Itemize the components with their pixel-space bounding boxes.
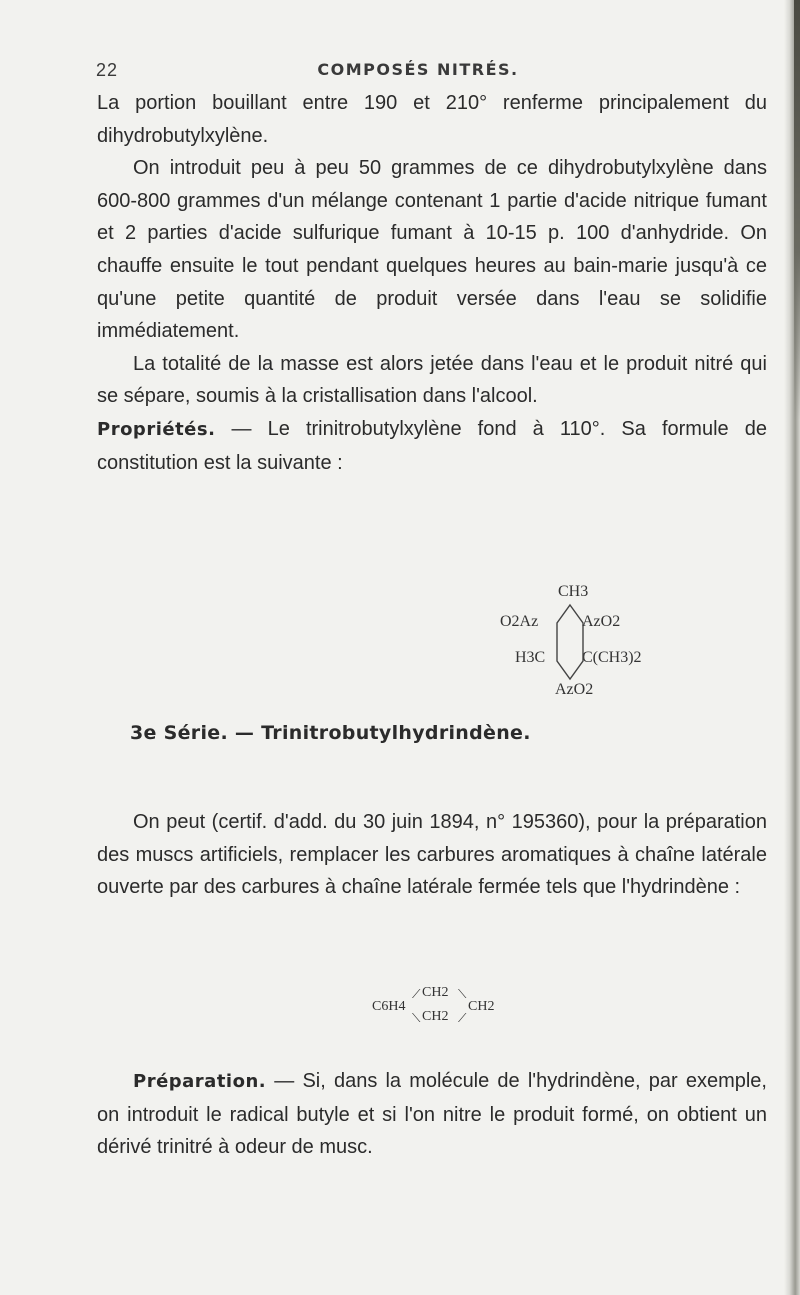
text-block-bottom	[97, 806, 767, 904]
formula2-bond-lower: ⟍	[412, 1011, 421, 1025]
formula2-bond-lower-right: ⟋	[458, 1011, 467, 1025]
paragraph-hydrindene: On peut (certif. d'add. du 30 juin 1894, n° 195360), pour la préparation des muscs artificiels, remplacer les carbures aromatiques à chaîne latérale ouverte par des carbures à chaîne latérale fermée tels que l'hydrindène :	[97, 811, 767, 899]
formula2-bond-upper-right: ⟍	[458, 987, 467, 1001]
formula2-upper: CH2	[422, 985, 449, 1000]
formula-substituent-bottom: AzO2	[555, 681, 594, 698]
formula-trinitrobutylxylene	[500, 583, 660, 708]
formula-substituent-upper-left: O2Az	[500, 613, 539, 630]
preparation-label: Préparation.	[133, 1071, 267, 1092]
benzene-ring-icon	[555, 603, 585, 681]
page-header	[96, 60, 740, 84]
preparation-text: — Si, dans la molécule de l'hydrindène, par exemple, on introduit le radical butyle et si l'on nitre le produit formé, on obtient un dérivé trinitré à odeur de musc.	[97, 1070, 767, 1159]
formula-substituent-lower-left: H3C	[515, 649, 546, 666]
proprietes-label: Propriétés.	[97, 418, 216, 440]
paragraph-nitration: On introduit peu à peu 50 grammes de ce dihydrobutylxylène dans 600-800 grammes d'un mélange contenant 1 partie d'acide nitrique fumant et 2 parties d'acide sulfurique fumant à 10-15 p. 100 d'anhydride. On chauffe ensuite le tout pendant quelques heures au bain-marie jusqu'à ce qu'une petite quantité de produit versée dans l'eau se solidifie immédiatement.	[97, 157, 767, 343]
formula-substituent-upper-right: AzO2	[582, 613, 621, 630]
page-number: 22	[96, 60, 119, 80]
formula-substituent-lower-right: C(CH3)2	[582, 649, 642, 666]
paragraph-proprietes	[97, 413, 767, 479]
formula-substituent-top: CH3	[558, 583, 589, 600]
paragraph-preparation	[97, 1065, 767, 1164]
formula2-left: C6H4	[372, 999, 406, 1014]
formula2-lower: CH2	[422, 1009, 449, 1024]
paragraph-portion: La portion bouillant entre 190 et 210° renferme principalement du dihydrobutylxylène.	[97, 92, 767, 147]
running-title: COMPOSÉS NITRÉS.	[317, 60, 519, 79]
text-block-top	[97, 87, 767, 479]
text-block-preparation	[97, 1065, 767, 1164]
series-heading: 3e Série. — Trinitrobutylhydrindène.	[130, 722, 531, 744]
paragraph-cristallisation: La totalité de la masse est alors jetée dans l'eau et le produit nitré qui se sépare, soumis à la cristallisation dans l'alcool.	[97, 352, 767, 408]
formula2-bond-upper: ⟋	[412, 987, 421, 1001]
page-edge-shadow	[794, 0, 800, 420]
formula-hydrindene	[372, 985, 532, 1035]
proprietes-text: — Le trinitrobutylxylène fond à 110°. Sa formule de constitution est la suivante :	[97, 417, 767, 474]
formula2-right: CH2	[468, 999, 495, 1014]
